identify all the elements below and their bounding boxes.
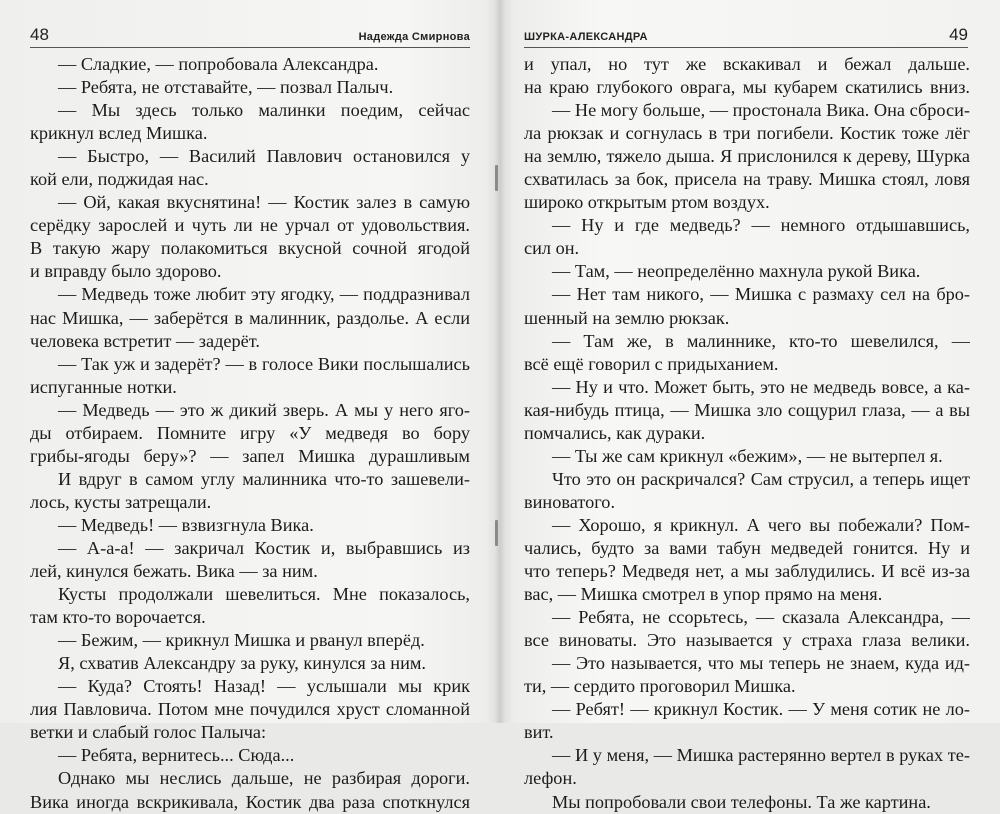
text-line: кой ели, поджидая нас.: [30, 169, 209, 190]
text-line: испуганные нотки.: [30, 376, 177, 397]
text-line: ла рюкзак и согнулась в три погибели. Костик тоже лёг: [524, 123, 970, 144]
text-line: всё ещё говорил с придыханием.: [524, 353, 779, 374]
text-line: виноватого.: [524, 491, 616, 512]
right-page-number: 49: [949, 25, 968, 44]
text-line: там кто-то ворочается.: [30, 607, 206, 628]
left-running-head-title: Надежда Смирнова: [358, 31, 470, 43]
text-line: — Там же, в малиннике, кто-то шевелился, —: [552, 330, 970, 351]
right-page: [500, 0, 1000, 812]
text-line: Вика иногда вскрикивала, Костик два раза споткнулся: [30, 791, 470, 812]
text-line: Я, схватив Александру за руку, кинулся за ним.: [58, 653, 426, 674]
text-line: — Бежим, — крикнул Мишка и рванул вперёд.: [58, 630, 425, 651]
text-line: — Медведь! — взвизгнула Вика.: [58, 514, 314, 535]
text-line: Мы попробовали свои телефоны. Та же картина.: [552, 791, 931, 812]
text-line: и упал, но тут же вскакивал и бежал дальше.: [524, 54, 970, 74]
text-line: и вправду было здорово.: [30, 261, 222, 282]
text-line: лей, кинулся бежать. Вика — за ним.: [30, 561, 318, 582]
text-line: В такую жару полакомиться вкусной сочной ягодой: [30, 238, 470, 259]
text-line: помчались, как дураки.: [524, 422, 706, 443]
text-line: — Медведь — это ж дикий зверь. А мы у него яго-: [58, 399, 470, 420]
text-line: что теперь? Медведя нет, а мы заблудились. И всё из-за: [524, 561, 970, 582]
text-line: чались, будто за вами табун медведей гонится. Ну и: [524, 537, 970, 558]
text-line: И вдруг в самом углу малинника что-то зашевели-: [58, 468, 470, 489]
text-line: — Ну и где медведь? — немного отдышавшись,: [552, 215, 970, 236]
text-line: человека встретит — задерёт.: [30, 330, 260, 351]
text-line: схватилась за бок, присела на траву. Мишка стоял, ловя: [524, 169, 970, 190]
text-line: Однако мы неслись дальше, не разбирая дороги.: [58, 768, 470, 789]
text-line: — Хорошо, я крикнул. А чего вы побежали? Пом-: [552, 514, 970, 535]
text-line: — Это называется, что мы теперь не знаем, куда ид-: [552, 653, 970, 674]
text-line: — Ребят! — крикнул Костик. — У меня сотик не ло-: [552, 699, 970, 720]
text-line: — Ты же сам крикнул «бежим», — не вытерпел я.: [552, 445, 943, 466]
text-line: лефон.: [524, 768, 577, 789]
text-line: ды отбираем. Помните игру «У медведя во бору: [30, 422, 470, 443]
text-line: ти, — сердито проговорил Мишка.: [524, 676, 796, 697]
text-line: — Медведь тоже любит эту ягодку, — поддразнивал: [58, 284, 470, 305]
text-line: Кусты продолжали шевелиться. Мне показалось,: [58, 584, 470, 605]
left-running-header: [30, 23, 470, 48]
text-line: — Ребята, не ссорьтесь, — сказала Александра, —: [552, 607, 970, 628]
text-line: — И у меня, — Мишка растерянно вертел в руках те-: [552, 745, 970, 766]
text-line: — Там, — неопределённо махнула рукой Вика.: [552, 261, 921, 282]
text-line: кая-нибудь птица, — Мишка зло сощурил глаза, — а вы: [524, 399, 970, 420]
text-line: вас, — Мишка смотрел в упор прямо на меня.: [524, 584, 883, 605]
text-line: — Ой, какая вкуснятина! — Костик залез в самую: [58, 192, 470, 213]
text-line: — Не могу больше, — простонала Вика. Она сброси-: [552, 100, 970, 121]
text-line: ветки и слабый голос Палыча:: [30, 722, 267, 743]
text-line: — Так уж и задерёт? — в голосе Вики послышались: [58, 353, 470, 374]
text-line: — Нет там никого, — Мишка с размаху сел на бро-: [552, 284, 970, 305]
text-line: шенный на землю рюкзак.: [524, 307, 730, 328]
text-line: серёдку зарослей и чуть ли не урчал от удовольствия.: [30, 215, 470, 236]
text-line: Что это он раскричался? Сам струсил, а теперь ищет: [552, 468, 970, 489]
text-line: на землю, тяжело дыша. Я прислонился к дереву, Шурка: [524, 146, 970, 167]
text-line: на краю глубокого оврага, мы кубарем скатились вниз.: [524, 77, 970, 98]
text-line: — Быстро, — Василий Павлович остановился у: [58, 146, 470, 167]
text-line: — Ребята, вернитесь... Сюда...: [58, 745, 295, 766]
text-line: — Куда? Стоять! Назад! — услышали мы крик: [58, 676, 470, 697]
text-line: — Сладкие, — попробовала Александра.: [58, 54, 379, 74]
text-line: лия Павловича. Потом мне почудился хруст сломанной: [30, 699, 470, 720]
right-page-text: [524, 53, 970, 814]
left-page-text: [30, 53, 470, 814]
text-line: вит.: [524, 722, 554, 743]
text-line: грибы-ягоды беру»? — запел Мишка дурашливым: [30, 445, 470, 466]
text-line: нас Мишка, — заберётся в малинник, раздолье. А если: [30, 307, 470, 328]
text-line: сил он.: [524, 238, 580, 259]
right-running-head-title: ШУРКА-АЛЕКСАНДРА: [524, 31, 648, 43]
text-line: все виноваты. Это называется у страха глаза велики.: [524, 630, 970, 651]
text-line: — А-а-а! — закричал Костик и, выбравшись из: [58, 537, 470, 558]
text-line: крикнул вслед Мишка.: [30, 123, 208, 144]
text-line: лось, кусты затрещали.: [30, 491, 212, 512]
left-page: [0, 0, 500, 812]
text-line: — Ну и что. Может быть, это не медведь вовсе, а ка-: [552, 376, 970, 397]
left-page-number: 48: [30, 25, 49, 44]
right-running-header: [524, 23, 968, 48]
text-line: — Ребята, не отставайте, — позвал Палыч.: [58, 77, 394, 98]
text-line: широко открытым ртом воздух.: [524, 192, 770, 213]
text-line: — Мы здесь только малинки поедим, сейчас: [58, 100, 470, 121]
